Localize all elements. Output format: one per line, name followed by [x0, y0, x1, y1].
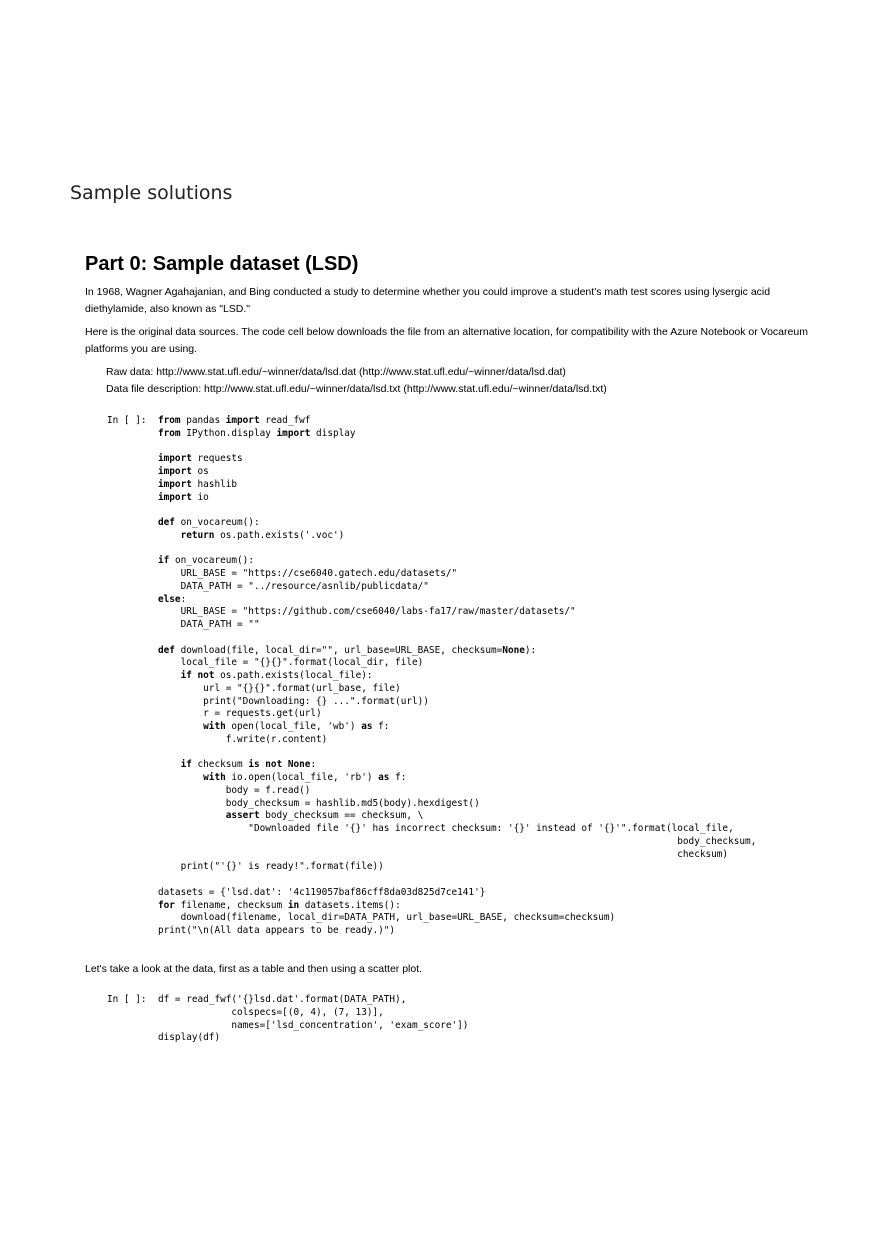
cell-source[interactable]: df = read_fwf('{}lsd.dat'.format(DATA_PATH), colspecs=[(0, 4), (7, 13)], names=['lsd_concentration', 'exam_score']) display(df): [158, 994, 469, 1044]
cell-source[interactable]: from pandas import read_fwf from IPython.display import display import requests import os import hashlib import io def on_vocareum(): return os.path.exists('.voc') if on_vocareum(): URL_BASE = "https://cse6040.gatech.edu/datasets/" DATA_PATH = "../resource/asnlib/publicdata/" else: URL_BASE = "https://github.com/cse6040/labs-fa17/raw/master/datasets/" DATA_PATH = "" def download(file, local_dir="", url_base=URL_BASE, checksum=None): local_file = "{}{}".format(local_dir, file) if not os.path.exists(local_file): url = "{}{}".format(url_base, file) print("Downloading: {} ...".format(url)) r = requests.get(url) with open(local_file, 'wb') as f: f.write(r.content) if checksum is not None: with io.open(local_file, 'rb') as f: body = f.read() body_checksum = hashlib.md5(body).hexdigest() assert body_checksum == checksum, \ "Downloaded file '{}' has incorrect checksum: '{}' instead of '{}'".format(local_file, body_checksum, checksum) print("'{}' is ready!".format(file)) datasets = {'lsd.dat': '4c119057baf86cff8da03d825d7ce141'} for filename, checksum in datasets.items(): download(filename, local_dir=DATA_PATH, url_base=URL_BASE, checksum=checksum) print("\n(All data appears to be ready.)"): [158, 415, 757, 936]
cell-prompt: In [ ]:: [107, 415, 147, 426]
sources-paragraph: Here is the original data sources. The code cell below downloads the file from an alternative location, for compatibility with the Azure Notebook or Vocareum platforms you are using.: [85, 326, 808, 355]
cell-prompt: In [ ]:: [107, 994, 147, 1005]
intro-paragraph: In 1968, Wagner Agahajanian, and Bing conducted a study to determine whether you could improve a student's math test scores using lysergic acid diethylamide, also known as "LSD.": [85, 286, 771, 315]
raw-data-link[interactable]: Raw data: http://www.stat.ufl.edu/~winner/data/lsd.dat (http://www.stat.ufl.edu/~winner/data/lsd.dat): [106, 366, 566, 378]
data-links: [106, 364, 607, 398]
part-heading: Part 0: Sample dataset (LSD): [85, 253, 359, 275]
data-description-link[interactable]: Data file description: http://www.stat.ufl.edu/~winner/data/lsd.txt (http://www.stat.ufl.edu/~winner/data/lsd.txt): [106, 383, 607, 395]
document-title: Sample solutions: [70, 182, 233, 204]
table-intro-paragraph: Let's take a look at the data, first as a table and then using a scatter plot.: [85, 963, 423, 975]
